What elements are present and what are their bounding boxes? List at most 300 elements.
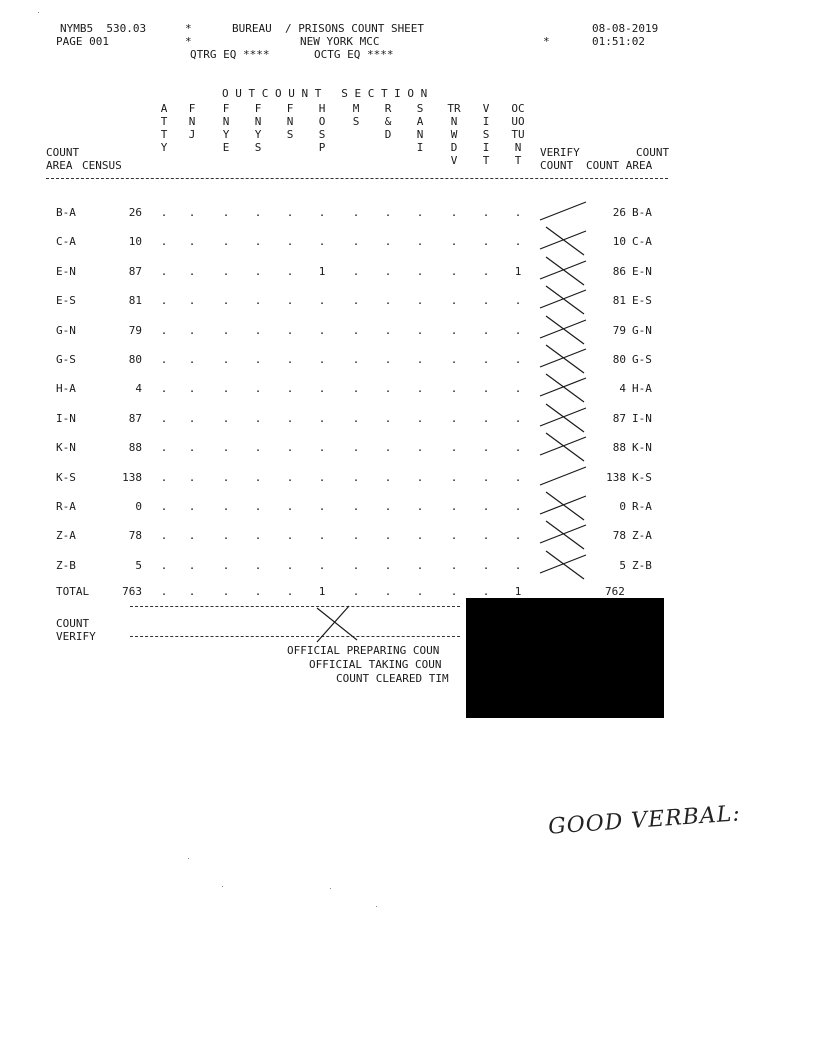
- row-cell-fns: .: [286, 471, 294, 484]
- column-letter-ocuotunt: UO: [511, 115, 525, 128]
- row-cell-vtsit: .: [482, 559, 490, 572]
- total-cell-santi: .: [416, 585, 424, 598]
- row-cell-hosp: 1: [318, 265, 326, 278]
- column-letter-santi: S: [416, 102, 424, 115]
- row-cell-ms: .: [352, 412, 360, 425]
- row-cell-fns: .: [286, 559, 294, 572]
- row-cell-ms: .: [352, 471, 360, 484]
- row-cell-ocuotunt: .: [514, 412, 522, 425]
- row-cell-vtsit: .: [482, 382, 490, 395]
- row-cell-fnys: .: [254, 353, 262, 366]
- column-letter-ocuotunt: N: [514, 141, 522, 154]
- total-cell-vtsit: .: [482, 585, 490, 598]
- row-census: 81: [128, 294, 142, 307]
- total-cell-aty: .: [160, 585, 168, 598]
- column-letter-fnys: N: [254, 115, 262, 128]
- row-area-label-right: E-N: [632, 265, 652, 278]
- row-cell-aty: .: [160, 353, 168, 366]
- row-cell-fnj: .: [188, 206, 196, 219]
- row-cell-fnye: .: [222, 500, 230, 513]
- count-area-header-1: COUNT: [46, 146, 80, 159]
- column-letter-ocuotunt: OC: [511, 102, 525, 115]
- row-cell-santi: .: [416, 500, 424, 513]
- row-cell-ms: .: [352, 382, 360, 395]
- row-area-label: G-N: [56, 324, 76, 337]
- column-letter-trnwdv: V: [450, 154, 458, 167]
- row-cell-rnd: .: [384, 324, 392, 337]
- row-census: 88: [128, 441, 142, 454]
- row-cell-ms: .: [352, 353, 360, 366]
- row-cell-fnj: .: [188, 471, 196, 484]
- report-date: 08-08-2019: [592, 22, 659, 35]
- row-cell-rnd: .: [384, 471, 392, 484]
- row-cell-ocuotunt: .: [514, 294, 522, 307]
- row-cell-vtsit: .: [482, 529, 490, 542]
- official-taking-label: OFFICIAL TAKING COUN: [309, 658, 442, 671]
- column-letter-ms: M: [352, 102, 360, 115]
- row-cell-rnd: .: [384, 265, 392, 278]
- row-area-label: B-A: [56, 206, 76, 219]
- verify-header-1: VERIFY: [540, 146, 580, 159]
- total-count: 762: [605, 585, 625, 598]
- row-cell-fnj: .: [188, 294, 196, 307]
- row-cell-trnwdv: .: [450, 294, 458, 307]
- row-cell-hosp: .: [318, 294, 326, 307]
- row-cell-ms: .: [352, 294, 360, 307]
- row-cell-fnj: .: [188, 441, 196, 454]
- row-cell-hosp: .: [318, 529, 326, 542]
- row-cell-hosp: .: [318, 235, 326, 248]
- row-count: 88: [612, 441, 626, 454]
- row-cell-aty: .: [160, 441, 168, 454]
- column-letter-rnd: D: [384, 128, 392, 141]
- row-area-label-right: B-A: [632, 206, 652, 219]
- row-cell-trnwdv: .: [450, 382, 458, 395]
- column-letter-vtsit: V: [482, 102, 490, 115]
- row-cell-fnye: .: [222, 206, 230, 219]
- total-cell-trnwdv: .: [450, 585, 458, 598]
- octg-label: OCTG EQ ****: [314, 48, 394, 61]
- row-cell-ocuotunt: .: [514, 206, 522, 219]
- total-cell-fns: .: [286, 585, 294, 598]
- row-cell-rnd: .: [384, 412, 392, 425]
- row-census: 4: [135, 382, 142, 395]
- row-cell-ocuotunt: .: [514, 500, 522, 513]
- row-count: 80: [612, 353, 626, 366]
- count-header-2: COUNT AREA: [586, 159, 653, 172]
- footer-divider-2: [130, 636, 460, 637]
- row-cell-hosp: .: [318, 559, 326, 572]
- row-cell-ocuotunt: .: [514, 471, 522, 484]
- row-census: 10: [128, 235, 142, 248]
- row-cell-fnj: .: [188, 529, 196, 542]
- row-cell-ocuotunt: .: [514, 529, 522, 542]
- row-cell-fnys: .: [254, 412, 262, 425]
- row-cell-ms: .: [352, 500, 360, 513]
- total-label: TOTAL: [56, 585, 90, 598]
- row-cell-trnwdv: .: [450, 471, 458, 484]
- row-cell-fns: .: [286, 294, 294, 307]
- row-census: 80: [128, 353, 142, 366]
- row-census: 5: [135, 559, 142, 572]
- row-cell-santi: .: [416, 471, 424, 484]
- row-cell-fnj: .: [188, 500, 196, 513]
- row-cell-fnys: .: [254, 324, 262, 337]
- column-letter-fnj: F: [188, 102, 196, 115]
- column-letter-fnys: S: [254, 141, 262, 154]
- column-letter-fns: N: [286, 115, 294, 128]
- column-letter-fnye: F: [222, 102, 230, 115]
- report-id: NYMB5 530.03: [60, 22, 147, 35]
- row-area-label: Z-A: [56, 529, 76, 542]
- row-count: 79: [612, 324, 626, 337]
- row-area-label-right: K-S: [632, 471, 652, 484]
- row-area-label: E-N: [56, 265, 76, 278]
- column-letter-trnwdv: N: [450, 115, 458, 128]
- row-area-label-right: Z-B: [632, 559, 652, 572]
- row-cell-fnj: .: [188, 353, 196, 366]
- count-verify-label-1: COUNT: [56, 617, 90, 630]
- census-header: CENSUS: [82, 159, 122, 172]
- count-area-header-2: AREA: [46, 159, 73, 172]
- row-cell-hosp: .: [318, 324, 326, 337]
- row-area-label: K-N: [56, 441, 76, 454]
- row-cell-aty: .: [160, 500, 168, 513]
- row-cell-rnd: .: [384, 353, 392, 366]
- row-cell-fnys: .: [254, 500, 262, 513]
- row-cell-fnys: .: [254, 471, 262, 484]
- scan-speck: [376, 906, 377, 907]
- total-cell-hosp: 1: [318, 585, 326, 598]
- row-area-label: Z-B: [56, 559, 76, 572]
- column-letter-hosp: P: [318, 141, 326, 154]
- row-cell-fns: .: [286, 265, 294, 278]
- row-cell-hosp: .: [318, 500, 326, 513]
- row-area-label: R-A: [56, 500, 76, 513]
- total-cell-fnys: .: [254, 585, 262, 598]
- row-area-label-right: G-N: [632, 324, 652, 337]
- row-cell-ms: .: [352, 441, 360, 454]
- row-cell-ms: .: [352, 206, 360, 219]
- row-cell-santi: .: [416, 559, 424, 572]
- row-area-label-right: G-S: [632, 353, 652, 366]
- scan-speck: [330, 888, 331, 889]
- row-census: 87: [128, 412, 142, 425]
- scan-speck: [38, 12, 39, 13]
- row-cell-fnye: .: [222, 529, 230, 542]
- row-cell-fnys: .: [254, 382, 262, 395]
- row-cell-hosp: .: [318, 441, 326, 454]
- row-cell-hosp: .: [318, 382, 326, 395]
- row-cell-aty: .: [160, 412, 168, 425]
- column-letter-fns: S: [286, 128, 294, 141]
- row-cell-ms: .: [352, 324, 360, 337]
- row-census: 78: [128, 529, 142, 542]
- column-letter-ocuotunt: TU: [511, 128, 525, 141]
- column-letter-santi: A: [416, 115, 424, 128]
- column-letter-hosp: H: [318, 102, 326, 115]
- row-cell-hosp: .: [318, 471, 326, 484]
- row-area-label: I-N: [56, 412, 76, 425]
- column-letter-rnd: &: [384, 115, 392, 128]
- row-cell-fnys: .: [254, 235, 262, 248]
- row-cell-fnj: .: [188, 559, 196, 572]
- row-cell-fnj: .: [188, 382, 196, 395]
- row-cell-rnd: .: [384, 382, 392, 395]
- row-cell-hosp: .: [318, 206, 326, 219]
- row-cell-santi: .: [416, 265, 424, 278]
- row-cell-fns: .: [286, 382, 294, 395]
- row-area-label-right: K-N: [632, 441, 652, 454]
- column-letter-vtsit: T: [482, 154, 490, 167]
- row-area-label: E-S: [56, 294, 76, 307]
- column-letter-vtsit: I: [482, 141, 490, 154]
- row-cell-hosp: .: [318, 353, 326, 366]
- column-letter-fns: F: [286, 102, 294, 115]
- official-preparing-label: OFFICIAL PREPARING COUN: [287, 644, 440, 657]
- total-cell-fnye: .: [222, 585, 230, 598]
- column-letter-fnye: N: [222, 115, 230, 128]
- verify-check-mark: [536, 547, 592, 583]
- row-cell-fns: .: [286, 324, 294, 337]
- row-cell-vtsit: .: [482, 265, 490, 278]
- header-divider: [46, 178, 668, 179]
- row-cell-aty: .: [160, 265, 168, 278]
- total-cell-fnj: .: [188, 585, 196, 598]
- row-cell-fnys: .: [254, 265, 262, 278]
- row-cell-aty: .: [160, 206, 168, 219]
- row-area-label-right: H-A: [632, 382, 652, 395]
- footer-divider-1: [130, 606, 460, 607]
- row-count: 87: [612, 412, 626, 425]
- row-cell-vtsit: .: [482, 500, 490, 513]
- row-cell-santi: .: [416, 294, 424, 307]
- row-census: 79: [128, 324, 142, 337]
- row-cell-vtsit: .: [482, 471, 490, 484]
- verify-header-2: COUNT: [540, 159, 574, 172]
- qtrg-label: QTRG EQ ****: [190, 48, 270, 61]
- total-cell-ms: .: [352, 585, 360, 598]
- scan-speck: [188, 858, 189, 859]
- row-cell-vtsit: .: [482, 412, 490, 425]
- row-cell-fns: .: [286, 353, 294, 366]
- row-cell-aty: .: [160, 382, 168, 395]
- row-count: 5: [619, 559, 626, 572]
- row-cell-fnye: .: [222, 441, 230, 454]
- row-cell-ms: .: [352, 265, 360, 278]
- report-title: BUREAU / PRISONS COUNT SHEET: [232, 22, 425, 35]
- row-cell-fnye: .: [222, 382, 230, 395]
- row-cell-aty: .: [160, 529, 168, 542]
- row-cell-vtsit: .: [482, 353, 490, 366]
- row-cell-trnwdv: .: [450, 559, 458, 572]
- row-cell-fnye: .: [222, 471, 230, 484]
- handwritten-note: GOOD VERBAL:: [547, 801, 742, 840]
- row-cell-rnd: .: [384, 235, 392, 248]
- row-cell-fnye: .: [222, 265, 230, 278]
- row-cell-vtsit: .: [482, 441, 490, 454]
- row-cell-aty: .: [160, 559, 168, 572]
- column-letter-vtsit: S: [482, 128, 490, 141]
- column-letter-trnwdv: W: [450, 128, 458, 141]
- row-cell-rnd: .: [384, 441, 392, 454]
- row-cell-fnye: .: [222, 353, 230, 366]
- row-cell-trnwdv: .: [450, 529, 458, 542]
- column-letter-fnys: Y: [254, 128, 262, 141]
- row-count: 4: [619, 382, 626, 395]
- row-cell-ocuotunt: .: [514, 353, 522, 366]
- row-cell-fnye: .: [222, 412, 230, 425]
- report-time: 01:51:02: [592, 35, 645, 48]
- column-letter-fnys: F: [254, 102, 262, 115]
- column-letter-fnye: E: [222, 141, 230, 154]
- row-cell-fnj: .: [188, 412, 196, 425]
- column-letter-ocuotunt: T: [514, 154, 522, 167]
- row-count: 81: [612, 294, 626, 307]
- row-cell-vtsit: .: [482, 324, 490, 337]
- row-cell-fnys: .: [254, 529, 262, 542]
- column-letter-fnye: Y: [222, 128, 230, 141]
- header-star-1: *: [185, 22, 192, 35]
- row-cell-fns: .: [286, 500, 294, 513]
- row-cell-vtsit: .: [482, 294, 490, 307]
- row-cell-ocuotunt: .: [514, 324, 522, 337]
- row-cell-fns: .: [286, 206, 294, 219]
- column-letter-hosp: O: [318, 115, 326, 128]
- row-area-label-right: I-N: [632, 412, 652, 425]
- header-star-3: *: [543, 35, 550, 48]
- row-cell-trnwdv: .: [450, 441, 458, 454]
- row-cell-rnd: .: [384, 559, 392, 572]
- count-header-1: COUNT: [636, 146, 670, 159]
- row-cell-ms: .: [352, 559, 360, 572]
- column-letter-rnd: R: [384, 102, 392, 115]
- row-cell-ocuotunt: .: [514, 441, 522, 454]
- row-cell-trnwdv: .: [450, 265, 458, 278]
- row-cell-trnwdv: .: [450, 412, 458, 425]
- row-area-label: G-S: [56, 353, 76, 366]
- row-count: 0: [619, 500, 626, 513]
- row-cell-aty: .: [160, 471, 168, 484]
- column-letter-santi: N: [416, 128, 424, 141]
- row-cell-fnj: .: [188, 265, 196, 278]
- column-letter-aty: T: [160, 128, 168, 141]
- row-cell-trnwdv: .: [450, 235, 458, 248]
- count-cleared-label: COUNT CLEARED TIM: [336, 672, 449, 685]
- row-cell-rnd: .: [384, 294, 392, 307]
- row-area-label-right: R-A: [632, 500, 652, 513]
- verify-initials-mark: [313, 604, 363, 644]
- row-cell-trnwdv: .: [450, 324, 458, 337]
- row-count: 86: [612, 265, 626, 278]
- row-cell-fnye: .: [222, 559, 230, 572]
- row-cell-trnwdv: .: [450, 353, 458, 366]
- row-census: 0: [135, 500, 142, 513]
- row-cell-fnys: .: [254, 441, 262, 454]
- total-census: 763: [122, 585, 142, 598]
- row-cell-trnwdv: .: [450, 500, 458, 513]
- facility-name: NEW YORK MCC: [300, 35, 380, 48]
- scan-speck: [222, 886, 223, 887]
- row-cell-ocuotunt: .: [514, 559, 522, 572]
- total-cell-ocuotunt: 1: [514, 585, 522, 598]
- row-cell-fnys: .: [254, 206, 262, 219]
- row-cell-fns: .: [286, 529, 294, 542]
- row-census: 138: [122, 471, 142, 484]
- row-count: 78: [612, 529, 626, 542]
- row-area-label: H-A: [56, 382, 76, 395]
- section-title: O U T C O U N T S E C T I O N: [222, 87, 428, 100]
- column-letter-aty: T: [160, 115, 168, 128]
- column-letter-trnwdv: TR: [447, 102, 461, 115]
- row-cell-aty: .: [160, 235, 168, 248]
- row-area-label: C-A: [56, 235, 76, 248]
- row-cell-santi: .: [416, 206, 424, 219]
- column-letter-aty: Y: [160, 141, 168, 154]
- row-cell-santi: .: [416, 324, 424, 337]
- row-cell-fnye: .: [222, 324, 230, 337]
- row-cell-santi: .: [416, 382, 424, 395]
- row-cell-trnwdv: .: [450, 206, 458, 219]
- row-cell-fnys: .: [254, 559, 262, 572]
- row-cell-fns: .: [286, 235, 294, 248]
- row-cell-vtsit: .: [482, 235, 490, 248]
- row-cell-aty: .: [160, 294, 168, 307]
- row-cell-santi: .: [416, 441, 424, 454]
- row-area-label: K-S: [56, 471, 76, 484]
- row-cell-fnj: .: [188, 235, 196, 248]
- row-cell-santi: .: [416, 235, 424, 248]
- header-star-2: *: [185, 35, 192, 48]
- row-cell-rnd: .: [384, 529, 392, 542]
- row-cell-santi: .: [416, 529, 424, 542]
- page-number: PAGE 001: [56, 35, 109, 48]
- column-letter-vtsit: I: [482, 115, 490, 128]
- row-cell-fns: .: [286, 441, 294, 454]
- count-verify-label-2: VERIFY: [56, 630, 96, 643]
- total-cell-rnd: .: [384, 585, 392, 598]
- redaction-box: [466, 598, 664, 718]
- row-cell-rnd: .: [384, 206, 392, 219]
- row-cell-aty: .: [160, 324, 168, 337]
- row-count: 138: [606, 471, 626, 484]
- row-cell-vtsit: .: [482, 206, 490, 219]
- row-cell-ocuotunt: .: [514, 382, 522, 395]
- row-cell-hosp: .: [318, 412, 326, 425]
- row-area-label-right: E-S: [632, 294, 652, 307]
- column-letter-fnj: N: [188, 115, 196, 128]
- row-cell-fnye: .: [222, 294, 230, 307]
- row-census: 87: [128, 265, 142, 278]
- row-area-label-right: Z-A: [632, 529, 652, 542]
- column-letter-fnj: J: [188, 128, 196, 141]
- column-letter-aty: A: [160, 102, 168, 115]
- row-cell-ocuotunt: .: [514, 235, 522, 248]
- column-letter-santi: I: [416, 141, 424, 154]
- column-letter-trnwdv: D: [450, 141, 458, 154]
- row-cell-fnj: .: [188, 324, 196, 337]
- row-cell-ocuotunt: 1: [514, 265, 522, 278]
- row-cell-santi: .: [416, 353, 424, 366]
- row-cell-ms: .: [352, 529, 360, 542]
- row-cell-rnd: .: [384, 500, 392, 513]
- row-census: 26: [128, 206, 142, 219]
- row-cell-fnys: .: [254, 294, 262, 307]
- row-count: 26: [612, 206, 626, 219]
- column-letter-ms: S: [352, 115, 360, 128]
- column-letter-hosp: S: [318, 128, 326, 141]
- row-cell-ms: .: [352, 235, 360, 248]
